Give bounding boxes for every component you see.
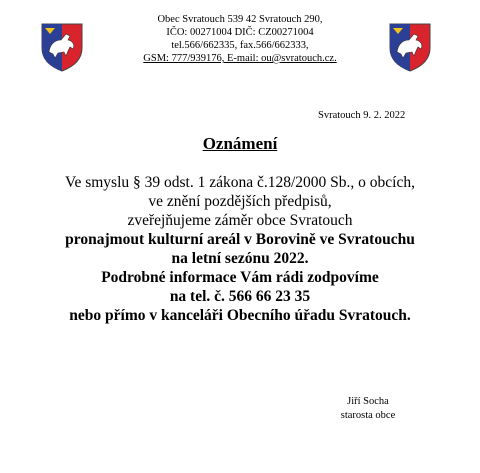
letterhead-address: Obec Svratouch 539 42 Svratouch 290,: [157, 14, 323, 25]
coat-of-arms-right-icon: [388, 22, 432, 72]
document-title: Oznámení: [202, 134, 278, 153]
body-bold-line: pronajmout kulturní areál v Borovině ve Svratouchu: [65, 231, 415, 248]
body-bold-line: na tel. č. 566 66 23 35: [169, 288, 311, 305]
signature-role: starosta obce: [340, 410, 396, 421]
announcement-body: [0, 173, 480, 325]
body-line: ve znění pozdějších předpisů,: [148, 193, 332, 210]
letterhead-ids: IČO: 00271004 DIČ: CZ00271004: [166, 27, 314, 38]
document-date: Svratouch 9. 2. 2022: [318, 110, 406, 121]
signature-name: Jiří Socha: [347, 396, 389, 407]
coat-of-arms-left-icon: [40, 22, 84, 72]
signature-block: [318, 395, 418, 423]
letterhead-phone-fax: tel.566/662335, fax.566/662333,: [171, 40, 309, 51]
body-bold-line: Podrobné informace Vám rádi zodpovíme: [101, 269, 379, 286]
body-bold-line: nebo přímo v kanceláři Obecního úřadu Svratouch.: [69, 307, 411, 324]
body-line: zveřejňujeme záměr obce Svratouch: [127, 212, 353, 229]
body-line: Ve smyslu § 39 odst. 1 zákona č.128/2000 Sb., o obcích,: [64, 174, 415, 191]
letterhead: [100, 13, 380, 65]
body-bold-line: na letní sezónu 2022.: [171, 250, 309, 267]
letterhead-gsm-email: GSM: 777/939176, E-mail: ou@svratouch.cz.: [143, 53, 337, 64]
